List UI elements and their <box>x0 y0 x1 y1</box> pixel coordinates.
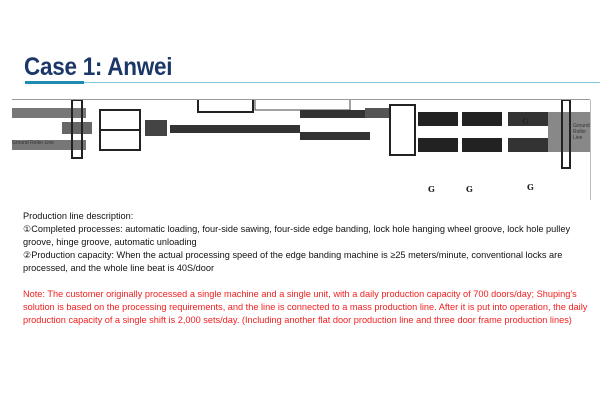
production-line-diagram <box>0 100 600 200</box>
description-heading: Production line description: <box>23 211 134 221</box>
title-underline <box>84 82 600 83</box>
title-underline-accent <box>25 81 84 84</box>
note-text: Note: The customer originally processed a single machine and a single unit, with a daily production capacity of 700 doors/day; Shuping's solution is based on the processing requirements, and the line is connected to a mass production line. After it is put into operation, the daily production capacity of a single shift is 2,000 sets/day. (Including another flat door production line and three door frame production lines) <box>23 289 588 325</box>
right-roller-line-label: Ground Roller Line <box>573 123 590 141</box>
left-roller-line-label: Ground Roller Line <box>12 140 54 146</box>
machine-marker: G <box>522 116 529 126</box>
machine-marker: G <box>527 182 534 192</box>
machine-marker: G <box>466 184 473 194</box>
machine-marker: G <box>428 184 435 194</box>
production-line-description <box>23 210 583 275</box>
machine-marker: G <box>430 116 437 126</box>
roller-line-top-left <box>12 108 86 118</box>
description-item-capacity: ②Production capacity: When the actual processing speed of the edge banding machine is ≥25 meters/minute, conventional locks are processed, and the whole line beat is 40S/door <box>23 250 563 273</box>
page-title: Case 1: Anwei <box>24 53 173 81</box>
machine-marker: G <box>470 116 477 126</box>
description-item-processes: ①Completed processes: automatic loading, four-side sawing, four-side edge banding, lock hole hanging wheel groove, lock hole pulley groove, hinge groove, automatic unloading <box>23 224 571 247</box>
